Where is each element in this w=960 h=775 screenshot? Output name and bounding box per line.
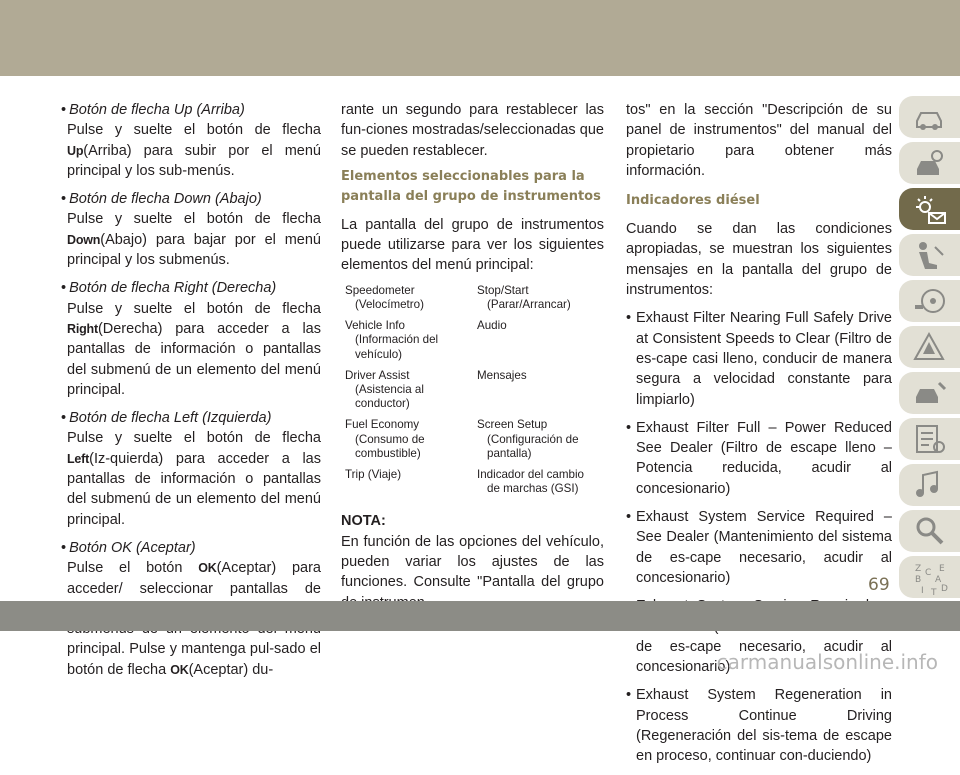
bullet-body: Pulse y suelte el botón de flecha Up(Arriba) para subir por el menú principal y los sub-menús. xyxy=(67,122,321,179)
tab-warning-lights[interactable] xyxy=(899,188,960,230)
bullet-right-arrow xyxy=(61,278,321,400)
bullet-title: • Botón de flecha Left (Izquierda) xyxy=(61,408,321,428)
bullet-body: Pulse y suelte el botón de flecha Left(Iz-quierda) para acceder a las pantallas de información o pantallas del submenú de un elemento del menú principal. xyxy=(67,430,321,528)
table-cell: Vehicle Info (Información del vehículo) xyxy=(345,319,439,361)
tab-starting-operating[interactable] xyxy=(899,280,960,322)
tab-multimedia[interactable] xyxy=(899,464,960,506)
index-letter: A xyxy=(935,575,942,585)
section-heading: Indicadores diésel xyxy=(626,193,760,209)
table-cell: Driver Assist (Asistencia al conductor) xyxy=(345,368,424,411)
page-number: 69 xyxy=(868,575,890,595)
table-cell: Stop/Start (Parar/Arrancar) xyxy=(477,283,571,311)
table-row xyxy=(345,284,600,319)
bullet-body: Pulse y suelte el botón de flecha Down(Abajo) para bajar por el menú principal y los submenús. xyxy=(67,211,321,269)
bullet-title: • Botón de flecha Down (Abajo) xyxy=(61,189,321,209)
bullet-body: Pulse el botón OK(Aceptar) para acceder/ seleccionar pantallas de principal. Pulse y mantenga pul-sado el botón de flecha OK(Aceptar) du- xyxy=(67,560,321,678)
bullet-title: • Botón de flecha Right (Derecha) xyxy=(61,278,321,298)
music-nav-icon xyxy=(913,469,947,501)
intro-text: La pantalla del grupo de instrumentos puede utilizarse para ver los siguientes elementos del menú principal: xyxy=(341,216,604,274)
bullet-body: Pulse y suelte el botón de flecha Right(Derecha) para acceder a las pantallas de información o pantallas del submenú de un elemento del menú principal. xyxy=(67,300,321,398)
header-band xyxy=(0,0,960,76)
index-letter: T xyxy=(931,588,937,597)
table-cell: Speedometer (Velocímetro) xyxy=(345,283,424,311)
table-row xyxy=(345,418,600,468)
tab-index[interactable] xyxy=(899,556,960,598)
hazard-triangle-icon xyxy=(913,331,947,363)
menu-items-table xyxy=(345,284,600,504)
table-cell: Audio xyxy=(477,319,507,333)
warning-light-icon xyxy=(913,193,947,225)
car-interior-icon xyxy=(913,147,947,179)
continuation-text: tos" en la sección "Descripción de su panel de instrumentos" del manual del propietario para obtener más información. xyxy=(626,102,892,179)
index-letter: Z xyxy=(915,564,922,574)
column-2 xyxy=(341,100,604,613)
table-row xyxy=(345,319,600,369)
section-heading: Elementos seleccionables para la pantalla del grupo de instrumentos xyxy=(341,168,601,204)
table-cell: Screen Setup (Configuración de pantalla) xyxy=(477,418,579,460)
tab-customer-assistance[interactable] xyxy=(899,510,960,552)
table-cell: Indicador del cambio de marchas (GSI) xyxy=(477,468,584,496)
chapter-tabs xyxy=(899,96,960,602)
tab-emergency[interactable] xyxy=(899,326,960,368)
bullet-down-arrow xyxy=(61,189,321,270)
list-item: • Exhaust Filter Nearing Full Safely Drive at Consistent Speeds to Clear (Filtro de es-cape casi lleno, conducir de manera segura a velocidad constante para limpiarlo) xyxy=(626,308,892,409)
tab-technical-specs[interactable] xyxy=(899,418,960,460)
table-cell: Mensajes xyxy=(477,368,527,382)
continuation-text: rante un segundo para restablecer las fun-ciones mostradas/seleccionadas que se pueden restablecer. xyxy=(341,102,604,159)
index-letter: I xyxy=(921,586,924,596)
index-letter: D xyxy=(941,584,948,594)
list-item: • Exhaust System Regeneration in Process Continue Driving (Regeneración del sis-tema de escape en proceso, continuar con-duciendo) xyxy=(626,685,892,766)
tab-safety[interactable] xyxy=(899,234,960,276)
keyword: Left xyxy=(67,451,90,466)
keyword: Down xyxy=(67,232,101,247)
index-letter: C xyxy=(925,568,932,578)
steering-key-icon xyxy=(913,285,947,317)
intro-text: Cuando se dan las condiciones apropiadas, se muestran los siguientes mensajes en la pantalla del grupo de instrumentos: xyxy=(626,221,892,299)
bullet-up-arrow xyxy=(61,100,321,181)
language-index-icon xyxy=(913,561,953,597)
keyword: Up xyxy=(67,143,84,158)
table-row xyxy=(345,369,600,419)
keyword: OK xyxy=(198,561,217,576)
tab-car-interior[interactable] xyxy=(899,142,960,184)
footer-band xyxy=(0,601,960,631)
search-magnifier-icon xyxy=(913,515,947,547)
car-service-icon xyxy=(913,377,947,409)
list-item: • Exhaust Filter Full – Power Reduced See Dealer (Filtro de escape lleno – Potencia reducida, acudir al concesionario) xyxy=(626,418,892,499)
watermark: carmanualsonline.info xyxy=(716,650,938,674)
checklist-icon xyxy=(913,423,947,455)
index-letter: E xyxy=(939,564,945,574)
table-cell: Trip (Viaje) xyxy=(345,468,402,482)
column-1 xyxy=(61,100,321,688)
table-cell: Fuel Economy (Consumo de combustible) xyxy=(345,418,425,460)
airbag-seat-icon xyxy=(913,239,947,271)
keyword: OK xyxy=(170,662,189,677)
car-exterior-icon xyxy=(913,101,947,133)
bullet-left-arrow xyxy=(61,408,321,530)
list-item: • Exhaust System Service Required – See Dealer (Mantenimiento del sistema de es-cape necesario, acudir al concesionario) xyxy=(626,507,892,588)
index-letter: B xyxy=(915,575,922,585)
tab-car-exterior[interactable] xyxy=(899,96,960,138)
keyword: Right xyxy=(67,321,98,336)
bullet-title: • Botón OK (Aceptar) xyxy=(61,538,321,558)
note-text: En función de las opciones del vehículo, pueden variar los ajustes de las funciones. Consulte "Pantalla del grupo xyxy=(341,533,604,591)
list-item: • de es-cape necesario, acudir al concesionario) xyxy=(626,596,892,677)
bullet-title: • Botón de flecha Up (Arriba) xyxy=(61,100,321,120)
table-row xyxy=(345,468,600,503)
note-label: NOTA: xyxy=(341,513,386,530)
tab-servicing[interactable] xyxy=(899,372,960,414)
